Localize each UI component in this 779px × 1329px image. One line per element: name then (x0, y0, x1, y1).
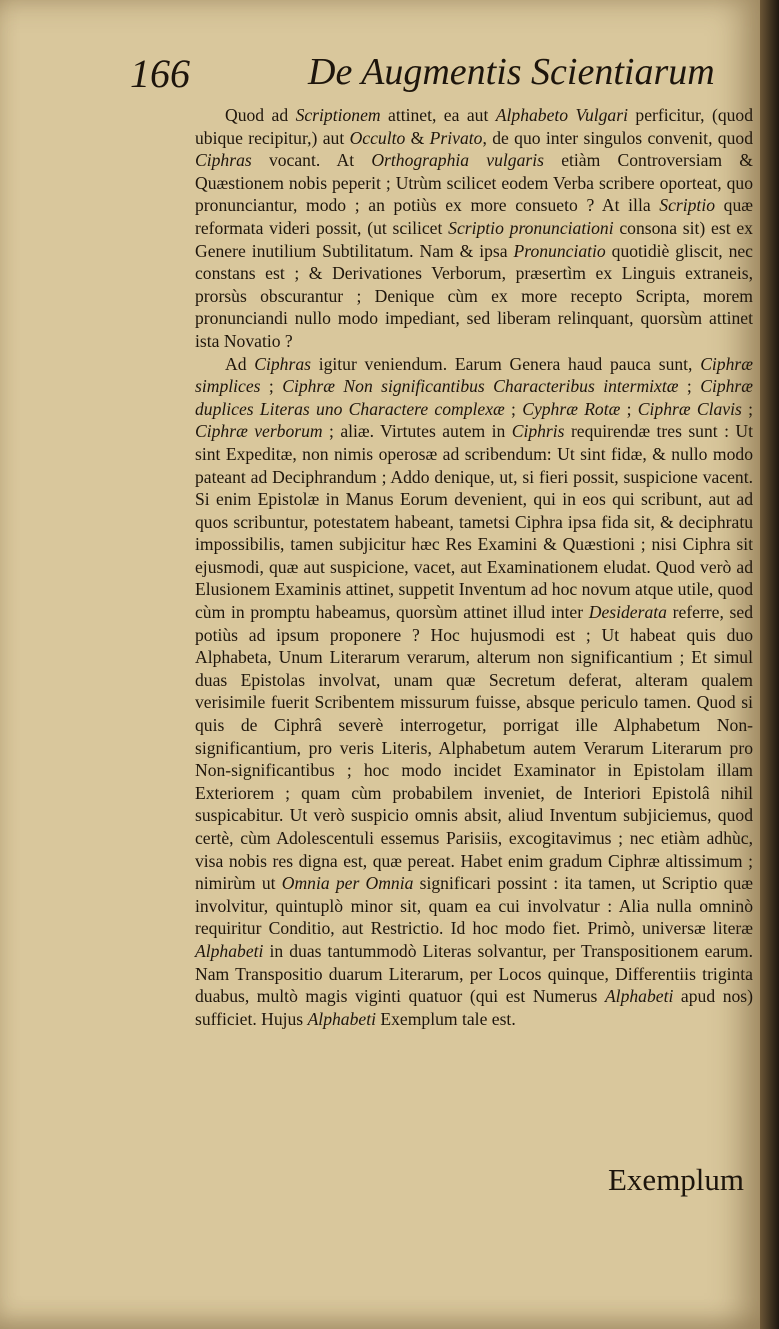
text-run: vocant. At (251, 150, 372, 171)
text-run: ; aliæ. Virtutes autem in (322, 421, 512, 442)
text-run: consona sit) est ex Genere inutilium Subtilitatum. Nam & ipsa (195, 217, 753, 261)
text-run: referre, sed potiùs ad ipsum proponere ? Hoc hujusmodi est ; Ut habeat quis duo Alphabeta, Unum Literarum verarum, alterum non significantium ; Et simul duas Epistolas involvat, unam quæ Secretum deferat, alteram qualem verisimile fuerit Scribentem missurum fuisse, absque periculo tamen. Quod si quis de Ciphrâ severè interrogetur, porrigat ille Alphabetum Non-significantium, pro veris Literis, Alphabetum autem Verarum Literarum pro Non-significantibus ; hoc modo incidet Examinator in Epistolam illam Exteriorem ; quam cùm probabilem inveniet, de Interiori Epistolâ nihil suspicabitur. Ut verò suspicio omnis absit, aliud Inventum subjiciemus, quod certè, cùm Adolescentuli essemus Parisiis, excogitavimus ; nec etiàm adhùc, visa nobis res digna est, quæ pereat. Habet enim gradum Ciphræ altissimum ; nimirùm ut (195, 602, 753, 894)
italic-text: Ciphræ Non significantibus Characteribus intermixtæ (282, 376, 679, 397)
italic-text: Ciphræ Clavis (637, 398, 742, 419)
text-run: attinet, ea aut (380, 105, 496, 125)
italic-text: Privato (429, 127, 483, 148)
text-run: ; (678, 376, 701, 397)
italic-text: Pronunciatio (513, 240, 606, 261)
text-run: , de quo inter singulos convenit, quod (482, 127, 753, 148)
italic-text: Ciphræ verborum (195, 421, 323, 442)
text-run: igitur veniendum. Earum Genera haud pauca sunt, (310, 353, 701, 374)
italic-text: Ciphris (511, 421, 565, 442)
italic-text: Alphabeti (195, 940, 264, 961)
book-edge (760, 0, 779, 1329)
running-title: De Augmentis Scientiarum (308, 51, 715, 93)
italic-text: Alphabeti (307, 1008, 376, 1029)
page-number: 166 (130, 51, 190, 96)
italic-text: Alphabeti (604, 986, 674, 1007)
italic-text: Ciphræ simplices (195, 353, 753, 397)
text-run: Exemplum tale est. (375, 1008, 516, 1029)
italic-text: Alphabeto Vulgari (495, 105, 628, 125)
text-run: quæ reformata videri possit, (ut scilicet (195, 195, 753, 238)
italic-text: Orthographia vulgaris (371, 150, 544, 171)
italic-text: Occulto (349, 127, 406, 148)
text-run: ; (741, 398, 753, 419)
text-run: perficitur, (quod ubique recipitur,) aut (195, 105, 754, 148)
text-run: ; (504, 398, 523, 419)
text-run: ; (260, 376, 283, 397)
text-run: Quod ad (225, 105, 296, 125)
paragraph (195, 104, 753, 353)
text-run: & (405, 127, 430, 148)
text-run: apud nos) sufficiet. Hujus (195, 986, 753, 1029)
italic-text: Omnia per Omnia (281, 873, 414, 894)
text-run: Ad (225, 353, 255, 374)
italic-text: Desiderata (588, 602, 667, 623)
text-run: etiàm Controversiam & Quæstionem nobis peperit ; Utrùm scilicet eodem Verba scribere oporteat, quo pronunciantur, modo ; an potiùs ex more consueto ? At illa (195, 150, 753, 216)
body-text (195, 104, 753, 1030)
italic-text: Ciphras (254, 353, 311, 374)
italic-text: Ciphras (195, 150, 252, 171)
italic-text: Scriptio (659, 195, 716, 216)
text-run: in duas tantummodò Literas solvantur, per Transpositionem earum. Nam Transpositio duarum Literarum, per Locos quinque, Differentiis triginta duabus, multò magis viginti quatuor (qui est Numerus (195, 940, 753, 1007)
text-run: quotidiè gliscit, nec constans est ; & Derivationes Verborum, præsertìm ex Linguis extraneis, prorsùs obscurantur ; Denique cùm ex more recepto Scripta, morem pronunciandi nullo modo impediant, sed liberam relinquant, quorsùm attinet ista Novatio ? (195, 240, 753, 351)
italic-text: Ciphræ duplices Literas uno Charactere complexæ (195, 376, 754, 419)
text-run: requirendæ tres sunt : Ut sint Expeditæ, non nimis operosæ ad scribendum: Ut sint fidæ, & nullo modo pateant ad Deciphrandum ; Addo denique, ut, si fieri possit, suspicione vacent. Si enim Epistolæ in Manus Eorum devenient, qui in eos qui scribunt, aut ad quos scribuntur, potestatem habeant, tametsi Ciphra ipsa fida sit, & deciphratu impossibilis, tamen subjicitur hæc Res Examini & Quæstioni ; nisi Ciphra sit ejusmodi, quæ aut suspicione, vacet, aut Examinationem eludat. Quod verò ad Elusionem Examinis attinet, suppetit Inventum ad hoc novum atque utile, quod cùm in promptu habeamus, quorsùm attinet illud inter (195, 421, 753, 623)
text-run: ; (620, 398, 638, 419)
italic-text: Scriptionem (295, 105, 381, 125)
catchword: Exemplum (608, 1162, 745, 1197)
page-header (130, 50, 750, 110)
italic-text: Scriptio pronunciationi (448, 217, 614, 238)
paragraph (195, 353, 753, 1031)
italic-text: Cyphræ Rotæ (522, 398, 621, 419)
text-run: significari possint : ita tamen, ut Scriptio quæ involvitur, quintuplò minor sit, quam ea cui involvatur : Alia nulla omninò requiritur Conditio, aut Restrictio. Id hoc modo fiet. Primò, universæ literæ (195, 873, 753, 939)
